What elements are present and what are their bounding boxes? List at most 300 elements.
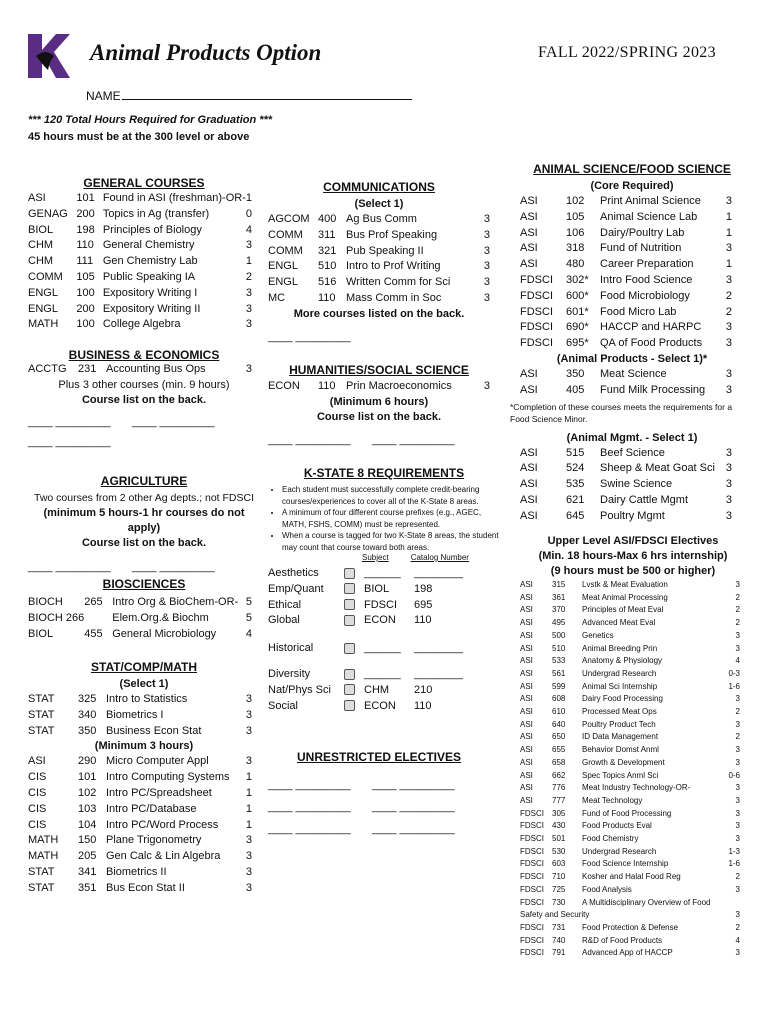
k8-icon-cell [340,566,364,582]
dept: FDSCI [520,321,553,334]
table-row [520,320,732,336]
table-row [28,223,252,239]
col-subject: Subject [362,553,389,562]
kstate-heading: K-STATE 8 REQUIREMENTS [303,466,465,480]
dept: STAT [28,693,55,705]
num [84,611,112,627]
course: Meat Technology [582,795,643,805]
course: Kosher and Halal Food Reg [582,872,681,882]
dept: GENAG [28,207,68,220]
hours: 1 [245,771,252,784]
k8-catalog[interactable]: ________ [414,667,463,680]
dept: COMM [268,228,303,241]
hours: 3 [245,708,252,721]
dept: STAT [28,865,55,878]
course: Career Preparation [600,258,694,271]
dept: ASI [520,605,533,615]
table-row [520,579,740,592]
hours: 1-6 [728,681,740,691]
course: Principles of Meat Eval [582,605,664,615]
hours: 1 [725,226,732,239]
dept: ASI [520,383,538,396]
table-row [268,598,463,614]
course: Animal Sci Internship [582,681,658,691]
num: 103 [78,802,97,815]
table-row [520,782,740,795]
dept: Safety and Security [520,910,590,920]
num: 510 [552,643,566,653]
table-row [520,643,740,656]
table-row [268,275,490,291]
humanities-blanks[interactable]: ____ _________ ____ _________ [268,433,455,446]
table-row [268,228,490,244]
num: 530 [552,846,566,856]
num: 495 [552,618,566,628]
course: Processed Meat Ops [582,707,657,717]
humanities-list: Course list on the back. [316,410,442,423]
hours: 3 [483,260,490,273]
num: 321 [318,244,337,257]
num: 105 [76,270,95,283]
biosciences-heading: BIOSCIENCES [102,577,186,591]
course: Gen Calc & Lin Algebra [106,850,221,863]
table-row [520,461,732,477]
dept: FDSCI [520,859,544,869]
table-row [520,655,740,668]
course: Poultry Product Tech [582,719,656,729]
course: QA of Food Products [600,337,703,350]
dept: FDSCI [520,846,544,856]
k8-icon-cell [340,582,364,598]
dept: ENGL [28,286,58,299]
table-row [28,317,252,333]
university-logo [24,30,74,82]
flask-icon [344,684,355,695]
table-row [520,367,732,383]
comm-select: (Select 1) [354,198,404,210]
course: Genetics [582,630,614,640]
table-row [28,207,252,223]
num: 110 [318,380,336,392]
num: 777 [552,795,566,805]
num: 400 [318,213,337,225]
stat-section [28,660,260,897]
dept: STAT [28,724,55,737]
general-courses-section [28,176,260,333]
dept: STAT [28,708,55,721]
course: Prin Macroeconomics [346,380,452,392]
course: Gen Chemistry Lab [102,255,198,268]
table-row [520,935,740,948]
dept: ASI [520,195,538,207]
hours: 1 [725,210,732,223]
hours: 3 [245,834,252,847]
table-row [520,630,740,643]
k8-icon-cell [340,683,364,699]
k8-subject[interactable]: BIOL [364,582,390,595]
k8-catalog[interactable]: 695 [414,598,433,611]
unrestricted-section [268,750,490,836]
dept: FDSCI [520,872,544,882]
num: 318 [566,242,585,255]
k8-catalog[interactable]: ________ [414,642,463,655]
k8-area: Historical [268,642,314,655]
table-row [28,362,252,378]
dept: ASI [520,745,533,755]
hours: 4 [245,627,252,640]
course: Bus Prof Speaking [346,228,438,241]
course: Advanced App of HACCP [582,948,673,958]
k8-area: Social [268,699,298,712]
course: Meat Industry Technology-OR- [582,783,691,793]
hours: 3 [735,795,740,805]
hours: 1-6 [728,859,740,869]
dept: FDSCI [520,821,544,831]
dept: AGCOM [268,213,310,225]
hours: 3 [735,808,740,818]
num: 110 [76,239,94,252]
num: 198 [76,223,95,236]
dept: ASI [520,668,533,678]
course: Food Chemistry [582,834,639,844]
num: 430 [552,821,566,831]
unrestricted-blanks[interactable]: ____ _________ ____ _________ [268,779,455,791]
table-row [520,305,732,321]
k8-catalog[interactable]: 110 [414,614,432,627]
hours: 2 [735,732,740,742]
course: Sheep & Meat Goat Sci [600,462,715,475]
table-row [520,226,732,242]
hours: 2 [735,605,740,615]
num: 102 [78,786,97,799]
graduation-requirements [28,112,272,146]
table-row [520,884,740,897]
hours: 2 [735,707,740,717]
hours: 3 [735,719,740,729]
num: 290 [78,755,97,768]
hours: 3 [245,239,252,252]
list-item: • Each student must successfully complete credit-bearing courses/experiences to cover all of the K-State 8 areas. [282,484,500,507]
num: 302* [566,273,589,286]
table-row [28,254,252,270]
dept: ECON [268,380,300,392]
dept: FDSCI [520,808,544,818]
k8-area: Nat/Phys Sci [268,683,331,696]
course: Undergrad Research [582,846,657,856]
num: 455 [84,627,103,640]
num: 315 [552,580,566,589]
table-row [520,731,740,744]
hours: 3 [483,228,490,241]
table-row [28,611,252,627]
comm-more: More courses listed on the back. [293,307,465,320]
num: 405 [566,383,585,396]
k8-catalog[interactable]: 198 [414,582,433,595]
num: 370 [552,605,566,615]
course: Accounting Bus Ops [106,363,206,375]
k8-catalog[interactable]: 210 [414,683,433,696]
course: Fund of Food Processing [582,808,672,818]
dept: CIS [28,771,47,784]
course: Swine Science [600,478,673,491]
course: Fund of Nutrition [600,242,682,255]
k8-icon-cell [340,598,364,614]
dept: CHM [28,239,54,252]
kstate-section [268,466,500,714]
hours: 3 [245,850,252,863]
table-row [268,291,490,307]
dept: ASI [520,210,538,223]
table-row [268,629,463,657]
hours: 4 [245,223,252,236]
course: Intro PC/Spreadsheet [106,786,212,799]
scale-icon [344,599,355,610]
num: 601* [566,305,589,318]
dept: BIOCH [28,596,63,608]
agriculture-note: Two courses from 2 other Ag depts.; not FDSCI [33,492,254,504]
num: 150 [78,834,97,847]
hours: 3 [245,865,252,878]
num: 340 [78,708,97,721]
hours: 1 [245,786,252,799]
humanities-section [268,363,490,447]
num: 603 [552,859,566,869]
dept: ASI [520,732,533,742]
table-row [520,477,732,493]
table-row [520,820,740,833]
dept: FDSCI [520,922,544,932]
unrestricted-blanks[interactable]: ____ _________ ____ _________ [268,801,455,813]
course: General Chemistry [102,239,195,252]
table-row [28,724,252,740]
dept: ASI [520,242,538,255]
hours: 3 [483,244,490,257]
hours: 3 [735,757,740,767]
agriculture-blanks[interactable]: ____ _________ ____ _________ [28,561,215,573]
k8-subject[interactable]: ______ [364,667,401,680]
humanities-heading: HUMANITIES/SOCIAL SCIENCE [289,363,469,377]
num: 350 [566,367,585,380]
humanities-min: (Minimum 6 hours) [329,395,429,408]
table-row [520,383,732,399]
course: Business Econ Stat [106,724,202,737]
hours: 3 [725,493,732,506]
table-row [520,257,732,273]
table-row [520,681,740,694]
dept: FDSCI [520,337,553,350]
table-row [28,692,252,708]
hours: 3 [735,821,740,831]
num: 740 [552,935,566,945]
hours: 3 [245,363,252,375]
hours: 0-3 [728,668,740,678]
course: R&D of Food Products [582,935,663,945]
k8-catalog[interactable]: ________ [414,567,463,579]
course: Plane Trigonometry [106,834,202,847]
kstate-bullets [268,484,500,553]
num: 341 [78,865,97,878]
agriculture-min-note: (minimum 5 hours-1 hr courses do not apply) [43,507,245,534]
course: Found in ASI (freshman)-OR- [102,192,246,204]
dept: ASI [520,580,533,589]
course: Intro Food Science [600,273,693,286]
table-row [268,379,490,395]
hours: 3 [245,302,252,315]
hours: 3 [245,693,252,705]
course: Animal Science Lab [600,210,698,223]
hours: 3 [245,724,252,737]
course: Expository Writing II [102,302,201,315]
hours: 5 [245,611,252,624]
hours: 3 [483,291,490,304]
hours: 2 [245,270,252,283]
business-blanks-2[interactable]: ____ _________ [28,435,111,448]
hours: 3 [725,446,732,459]
num: 100 [76,318,95,331]
table-row [268,657,463,683]
dept: ACCTG [28,363,67,375]
hours: 3 [725,242,732,255]
hours: 3 [245,286,252,299]
col-catalog: Catalog Number [410,553,469,562]
course: Anatomy & Physiology [582,656,663,666]
dept: ASI [520,783,533,793]
hours: 3 [725,195,732,207]
agriculture-list-note: Course list on the back. [81,537,207,549]
num: 658 [552,757,566,767]
table-row [520,693,740,706]
dept: ASI [28,192,46,204]
course: General Microbiology [112,627,217,640]
k8-icon-cell [340,629,364,657]
table-row [268,683,463,699]
table-row [28,191,252,207]
name-field[interactable] [86,88,412,103]
k8-icon-cell [340,657,364,683]
hours: 3 [725,367,732,380]
num: 350 [78,724,97,737]
num: 516 [318,276,337,289]
hours: 1-3 [728,846,740,856]
kstate-col-headers [268,553,500,562]
dept: FDSCI [520,289,553,302]
hours: 3 [483,276,490,289]
table-row [520,947,740,960]
hours: 5 [245,596,252,608]
num: 231 [78,363,97,375]
dept: FDSCI [520,273,553,286]
k8-catalog[interactable]: 110 [414,699,432,712]
globe-icon [344,615,355,626]
num: 200 [76,207,95,220]
dept: ASI [520,757,533,767]
table-row [268,699,463,715]
table-row [520,770,740,783]
num: 200 [76,302,95,315]
table-row [28,708,252,724]
k8-subject[interactable]: ______ [364,567,401,579]
business-list-note: Course list on the back. [81,393,207,406]
business-blanks[interactable]: ____ _________ ____ _________ [28,415,215,428]
num: 645 [566,509,585,522]
unrestricted-blanks[interactable]: ____ _________ ____ _________ [268,823,455,835]
table-row [520,757,740,770]
table-row [520,871,740,884]
table-row [520,289,732,305]
num: 535 [566,478,585,491]
num: 101 [76,192,95,204]
course: Advanced Meat Eval [582,618,656,628]
business-heading: BUSINESS & ECONOMICS [68,348,220,362]
k8-subject[interactable]: CHM [364,683,390,696]
num: 690* [566,321,589,334]
dept: CIS [28,786,47,799]
name-line [122,88,412,100]
num: 776 [552,783,566,793]
level-note: 45 hours must be at the 300 level or above [28,131,250,143]
num: 533 [552,656,566,666]
comm-blank[interactable]: ____ _________ [268,330,351,343]
table-row [520,493,732,509]
table-row [520,241,732,257]
hours: 3 [735,948,740,958]
hours: 3 [725,337,732,350]
hours: 2 [725,289,732,302]
num: 351 [78,881,97,894]
course: Mass Comm in Soc [346,291,442,304]
table-row [520,846,740,859]
course: Lvstk & Meat Evaluation [582,580,668,589]
k8-area: Aesthetics [268,567,319,579]
table-row [28,302,252,318]
k8-subject[interactable]: FDSCI [364,598,397,611]
animal-products-head: (Animal Products - Select 1)* [556,352,708,365]
hours: 3 [483,380,490,392]
dept: ASI [520,707,533,717]
num: 101 [78,771,97,784]
table-row [520,909,740,922]
calculator-icon [344,583,355,594]
general-heading: GENERAL COURSES [83,176,205,190]
list-item: • When a course is tagged for two K-State 8 areas, the student may count that course toward both areas. [282,530,500,553]
hours: 2 [725,305,732,318]
hours: 1 [245,192,252,204]
table-row [520,668,740,681]
table-row [28,881,252,897]
course: Expository Writing I [102,286,198,299]
num: 599 [552,681,566,691]
table-row [28,818,252,834]
num: 655 [552,745,566,755]
dept: ENGL [28,302,58,315]
table-row [520,808,740,821]
k8-icon-cell [340,699,364,715]
k8-subject[interactable]: ECON [364,699,396,712]
hours: 3 [245,318,252,331]
dept: BIOCH 266 [28,611,85,624]
course: Print Animal Science [600,195,701,207]
k8-subject[interactable]: ______ [364,642,401,655]
dept: BIOL [28,627,54,640]
num: 621 [566,493,585,506]
num: 662 [552,770,566,780]
dept: MC [268,291,286,304]
hours: 1 [245,818,252,831]
k8-subject[interactable]: ECON [364,614,396,627]
num: 361 [552,592,566,602]
hours: 3 [735,910,740,920]
communications-section [268,180,490,344]
